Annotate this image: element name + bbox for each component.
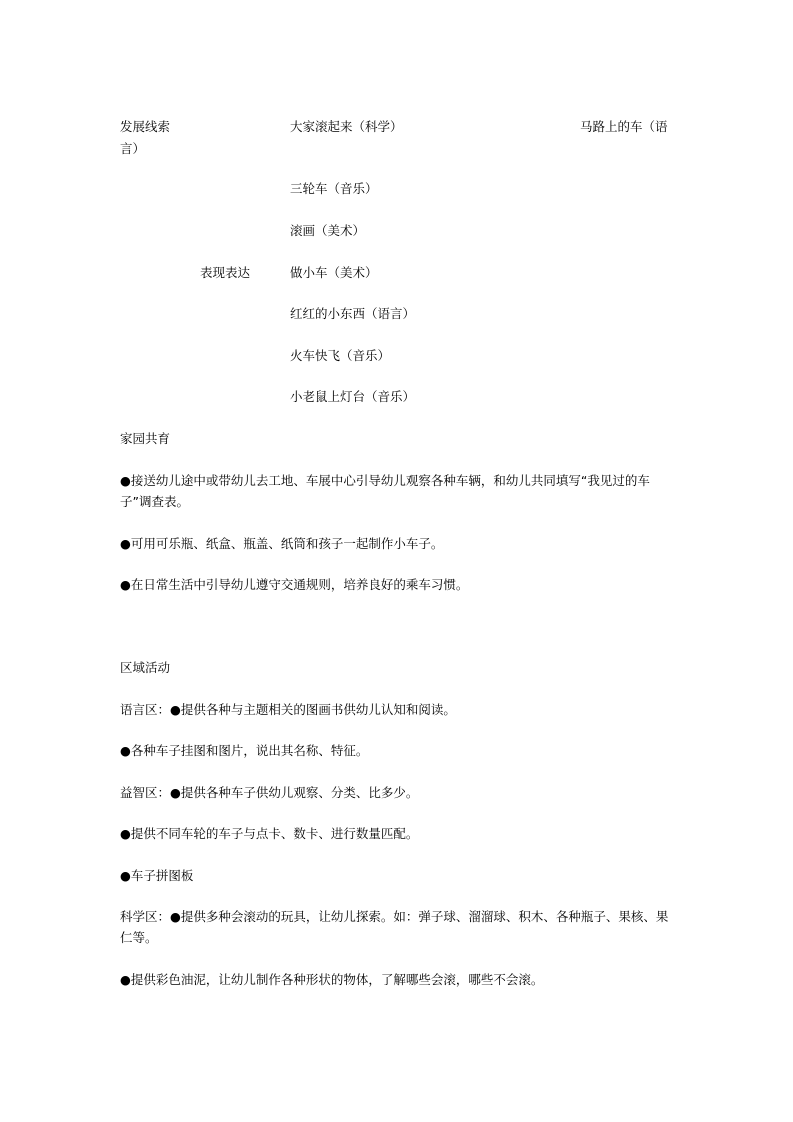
- right-item-continuation: 言）: [120, 141, 146, 156]
- home-item: ●接送幼儿途中或带幼儿去工地、车展中心引导幼儿观察各种车辆，和幼儿共同填写“我见过的车子”调查表。: [120, 473, 650, 509]
- area-line: 语言区：●提供各种与主题相关的图画书供幼儿认知和阅读。: [120, 702, 456, 717]
- right-item: 马路上的车（语: [580, 119, 668, 134]
- area-line: ●各种车子挂图和图片，说出其名称、特征。: [120, 743, 369, 758]
- development-item: 小老鼠上灯台（音乐）: [290, 389, 416, 404]
- development-item: 火车快飞（音乐）: [290, 348, 391, 363]
- area-line: 益智区：●提供各种车子供幼儿观察、分类、比多少。: [120, 785, 419, 800]
- expression-label: 表现表达: [200, 265, 251, 280]
- development-item: 做小车（美术）: [290, 265, 378, 280]
- area-line: 科学区：●提供多种会滚动的玩具，让幼儿探索。如：弹子球、溜溜球、积木、各种瓶子、果核、果仁等。: [120, 909, 669, 945]
- area-line: ●提供不同车轮的车子与点卡、数卡、进行数量匹配。: [120, 826, 419, 841]
- area-line: ●提供彩色油泥，让幼儿制作各种形状的物体，了解哪些会滚，哪些不会滚。: [120, 972, 544, 987]
- development-item: 大家滚起来（科学）: [290, 119, 403, 134]
- development-item: 滚画（美术）: [290, 223, 366, 238]
- development-item: 红红的小东西（语言）: [290, 306, 416, 321]
- development-label: 发展线索: [120, 119, 171, 134]
- development-item: 三轮车（音乐）: [290, 181, 378, 196]
- area-heading: 区域活动: [120, 660, 171, 675]
- home-item: ●可用可乐瓶、纸盒、瓶盖、纸筒和孩子一起制作小车子。: [120, 536, 444, 551]
- area-line: ●车子拼图板: [120, 868, 194, 883]
- home-heading: 家园共育: [120, 431, 171, 446]
- home-item: ●在日常生活中引导幼儿遵守交通规则，培养良好的乘车习惯。: [120, 577, 469, 592]
